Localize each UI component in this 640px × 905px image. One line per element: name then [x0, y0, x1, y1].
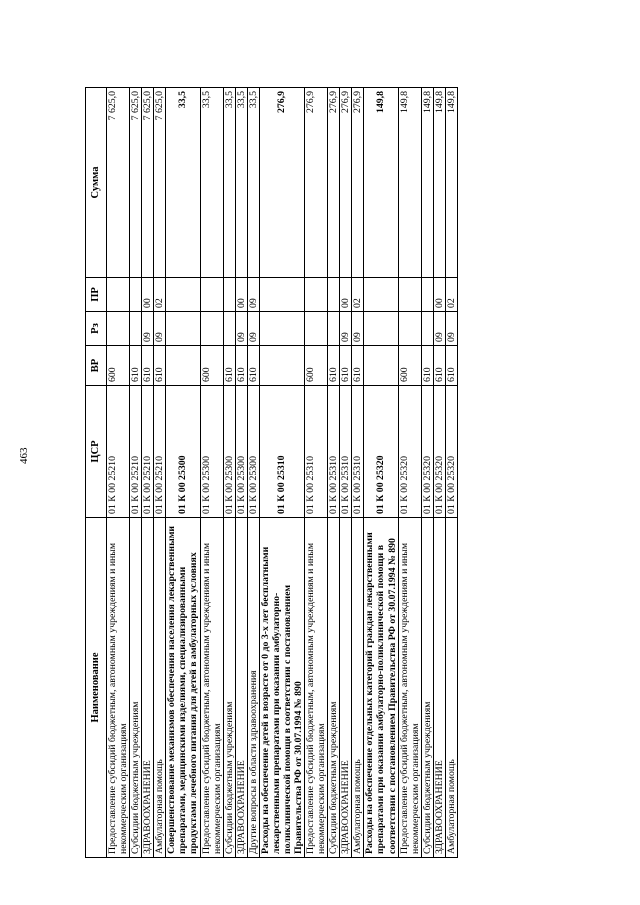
cell-name: ЗДРАВООХРАНЕНИЕ — [235, 518, 247, 858]
cell-rz — [421, 312, 433, 346]
cell-sum: 276,9 — [352, 88, 364, 278]
cell-pr — [364, 278, 398, 312]
cell-vr: 600 — [398, 346, 421, 386]
cell-pr — [305, 278, 328, 312]
cell-csr: 01 К 00 25300 — [235, 386, 247, 518]
cell-csr: 01 К 00 25320 — [398, 386, 421, 518]
cell-csr: 01 К 00 25310 — [305, 386, 328, 518]
cell-sum: 149,8 — [398, 88, 421, 278]
cell-csr: 01 К 00 25300 — [223, 386, 235, 518]
cell-pr — [328, 278, 340, 312]
cell-sum: 33,5 — [200, 88, 223, 278]
cell-pr — [421, 278, 433, 312]
cell-name: ЗДРАВООХРАНЕНИЕ — [340, 518, 352, 858]
cell-rz — [305, 312, 328, 346]
cell-vr: 610 — [235, 346, 247, 386]
cell-name: Амбулаторная помощь — [154, 518, 166, 858]
cell-sum: 276,9 — [259, 88, 304, 278]
cell-rz — [328, 312, 340, 346]
cell-csr: 01 К 00 25210 — [107, 386, 130, 518]
cell-csr: 01 К 00 25310 — [340, 386, 352, 518]
cell-sum: 33,5 — [247, 88, 259, 278]
cell-name: Другие вопросы в области здравоохранения — [247, 518, 259, 858]
header-sum: Сумма — [86, 88, 107, 278]
table-row — [352, 88, 364, 858]
cell-csr: 01 К 00 25210 — [154, 386, 166, 518]
cell-vr — [364, 346, 398, 386]
cell-rz — [223, 312, 235, 346]
cell-rz — [166, 312, 200, 346]
table-row — [235, 88, 247, 858]
cell-vr — [259, 346, 304, 386]
cell-name: Предоставление субсидий бюджетным, автономным учреждениям и иным некоммерческим организациям — [107, 518, 130, 858]
cell-csr: 01 К 00 25320 — [433, 386, 445, 518]
cell-sum: 7 625,0 — [142, 88, 154, 278]
cell-name: Предоставление субсидий бюджетным, автономным учреждениям и иным некоммерческим организациям — [200, 518, 223, 858]
cell-sum: 149,8 — [433, 88, 445, 278]
cell-name: Предоставление субсидий бюджетным, автономным учреждениям и иным некоммерческим организациям — [305, 518, 328, 858]
cell-pr — [223, 278, 235, 312]
cell-sum: 33,5 — [223, 88, 235, 278]
table-row — [107, 88, 130, 858]
cell-name: Субсидии бюджетным учреждениям — [421, 518, 433, 858]
table-row — [305, 88, 328, 858]
cell-name: Амбулаторная помощь — [445, 518, 457, 858]
cell-vr — [166, 346, 200, 386]
cell-rz: 09 — [445, 312, 457, 346]
cell-pr: 02 — [445, 278, 457, 312]
cell-rz: 09 — [142, 312, 154, 346]
cell-vr: 610 — [247, 346, 259, 386]
cell-vr: 610 — [433, 346, 445, 386]
cell-csr: 01 К 00 25300 — [200, 386, 223, 518]
cell-name: ЗДРАВООХРАНЕНИЕ — [433, 518, 445, 858]
cell-vr: 610 — [154, 346, 166, 386]
cell-name: Амбулаторная помощь — [352, 518, 364, 858]
table-row — [154, 88, 166, 858]
cell-rz: 09 — [340, 312, 352, 346]
table-body — [107, 88, 458, 858]
cell-sum: 33,5 — [235, 88, 247, 278]
cell-pr — [107, 278, 130, 312]
cell-csr: 01 К 00 25210 — [130, 386, 142, 518]
cell-name: Совершенствование механизмов обеспечения населения лекарственными препаратами, медицинскими изделиями, специализированными продуктами лечебного питания для детей в амбулаторных условиях — [166, 518, 200, 858]
cell-name: ЗДРАВООХРАНЕНИЕ — [142, 518, 154, 858]
table-row — [223, 88, 235, 858]
header-name: Наименование — [86, 518, 107, 858]
cell-pr — [200, 278, 223, 312]
cell-csr: 01 К 00 25320 — [445, 386, 457, 518]
cell-vr: 600 — [107, 346, 130, 386]
cell-vr: 610 — [328, 346, 340, 386]
table-row — [364, 88, 398, 858]
cell-sum: 149,8 — [445, 88, 457, 278]
table-row — [421, 88, 433, 858]
cell-name: Субсидии бюджетным учреждениям — [223, 518, 235, 858]
cell-csr: 01 К 00 25320 — [421, 386, 433, 518]
cell-vr: 610 — [445, 346, 457, 386]
cell-rz — [130, 312, 142, 346]
cell-pr: 09 — [247, 278, 259, 312]
cell-rz: 09 — [433, 312, 445, 346]
cell-rz: 09 — [154, 312, 166, 346]
cell-csr: 01 К 00 25300 — [166, 386, 200, 518]
cell-sum: 7 625,0 — [154, 88, 166, 278]
cell-name: Расходы на обеспечение отдельных категорий граждан лекарственными препаратами при оказании амбулаторно-поликлинической помощи в соответствии с постановлением Правительства РФ от 30.07.1994 № 890 — [364, 518, 398, 858]
cell-sum: 149,8 — [364, 88, 398, 278]
cell-csr: 01 К 00 25300 — [247, 386, 259, 518]
cell-pr — [166, 278, 200, 312]
table-row — [445, 88, 457, 858]
rotated-budget-table-container — [85, 88, 545, 858]
cell-name: Расходы на обеспечение детей в возрасте от 0 до 3-х лет бесплатными лекарственными препаратами при оказании амбулаторно-поликлинической помощи в соответствии с постановлением Правительства РФ от 30.07.1994 № 890 — [259, 518, 304, 858]
cell-rz — [364, 312, 398, 346]
cell-csr: 01 К 00 25210 — [142, 386, 154, 518]
cell-sum: 276,9 — [328, 88, 340, 278]
cell-sum: 7 625,0 — [107, 88, 130, 278]
cell-csr: 01 К 00 25320 — [364, 386, 398, 518]
table-row — [340, 88, 352, 858]
header-rz: Рз — [86, 312, 107, 346]
cell-rz — [259, 312, 304, 346]
cell-csr: 01 К 00 25310 — [328, 386, 340, 518]
cell-pr — [130, 278, 142, 312]
cell-vr: 610 — [421, 346, 433, 386]
table-header-row — [86, 88, 107, 858]
table-row — [247, 88, 259, 858]
header-pr: ПР — [86, 278, 107, 312]
header-csr: ЦСР — [86, 386, 107, 518]
cell-vr: 610 — [130, 346, 142, 386]
cell-pr: 00 — [235, 278, 247, 312]
cell-vr: 610 — [142, 346, 154, 386]
table-row — [130, 88, 142, 858]
cell-rz: 09 — [235, 312, 247, 346]
cell-name: Предоставление субсидий бюджетным, автономным учреждениям и иным некоммерческим организациям — [398, 518, 421, 858]
cell-rz — [107, 312, 130, 346]
cell-rz: 09 — [352, 312, 364, 346]
table-row — [166, 88, 200, 858]
cell-pr — [259, 278, 304, 312]
cell-pr: 00 — [142, 278, 154, 312]
table-row — [328, 88, 340, 858]
cell-pr: 00 — [433, 278, 445, 312]
header-vr: ВР — [86, 346, 107, 386]
cell-pr: 02 — [154, 278, 166, 312]
cell-sum: 7 625,0 — [130, 88, 142, 278]
table-row — [142, 88, 154, 858]
cell-vr: 610 — [340, 346, 352, 386]
cell-pr — [398, 278, 421, 312]
cell-pr: 02 — [352, 278, 364, 312]
cell-rz: 09 — [247, 312, 259, 346]
cell-sum: 33,5 — [166, 88, 200, 278]
cell-rz — [200, 312, 223, 346]
cell-vr: 610 — [352, 346, 364, 386]
budget-table — [85, 87, 458, 858]
table-row — [398, 88, 421, 858]
cell-sum: 276,9 — [340, 88, 352, 278]
cell-csr: 01 К 00 25310 — [259, 386, 304, 518]
table-row — [200, 88, 223, 858]
cell-name: Субсидии бюджетным учреждениям — [130, 518, 142, 858]
cell-name: Субсидии бюджетным учреждениям — [328, 518, 340, 858]
cell-sum: 149,8 — [421, 88, 433, 278]
cell-vr: 600 — [305, 346, 328, 386]
cell-sum: 276,9 — [305, 88, 328, 278]
cell-pr: 00 — [340, 278, 352, 312]
cell-csr: 01 К 00 25310 — [352, 386, 364, 518]
page-number: 463 — [18, 447, 30, 465]
cell-vr: 600 — [200, 346, 223, 386]
table-row — [433, 88, 445, 858]
cell-rz — [398, 312, 421, 346]
table-row — [259, 88, 304, 858]
cell-vr: 610 — [223, 346, 235, 386]
